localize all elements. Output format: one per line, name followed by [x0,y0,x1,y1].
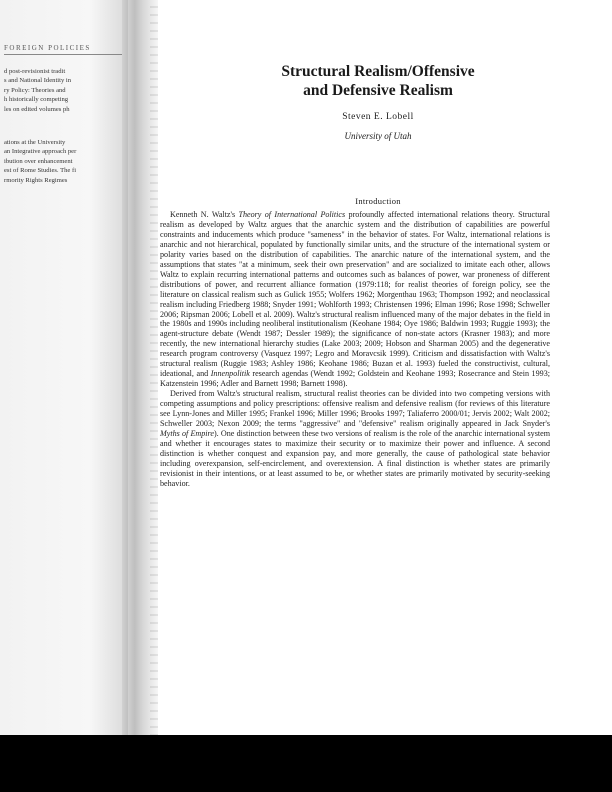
article-title [178,62,578,100]
author-name: Steven E. Lobell [342,112,414,122]
left-page-fragment [0,0,128,735]
left-line: d post-revisionist tradit [4,68,66,75]
title-line-1: Structural Realism/Offensive [281,63,475,80]
author-affiliation: University of Utah [344,131,412,141]
paragraph-2: Derived from Waltz's structural realism, structural realist theories can be divided into two competing versions with competing assumptions and policy prescriptions: offensive realism and defensive realism (for reviews of this literature see Lynn-Jones and Miller 1995; Frankel 1996; Miller 1996; Brooks 1997; Taliaferro 2000/01; Jervis 2002; Walt 2002; Schweller 2003; Nexon 2009; the terms "aggressive" and "defensive" realism originally appeared in Jack Snyder's Myths of Empire). One distinction between these two versions of realism is the role of the anarchic international system and whether it encourages states to maximize their security or to maximize their power and influence. A second distinction is whether conquest and expansion pay, and more generally, the cause of pathological state behavior including overexpansion, self-encirclement, and overextension. A final distinction is whether states are primarily revisionist in their intentions, or at least assumed to be, or whether states are primarily motivated by security-seeking behavior. [160,389,550,488]
left-line: les on edited volumes ph [4,105,70,113]
book-title-italic-2: Myths of Empire [160,428,214,438]
left-line: an Integrative approach per [4,148,77,156]
scan-bottom-black-band [0,735,612,792]
left-line: ations at the University [4,139,66,146]
left-line: rmority Rights Regimes [4,176,68,184]
term-italic: Innenpolitik [210,369,250,379]
section-heading: Introduction [355,196,401,206]
book-title-italic: Theory of International Politics [238,210,346,219]
left-line: ibution over enhancement [4,157,73,165]
left-line: est of Rome Studies. The fi [4,167,77,175]
left-page-rule [4,54,122,55]
paragraph-1: Kenneth N. Waltz's Theory of International Politics profoundly affected international relations theory. Structural realism as developed by Waltz argues that the anarchic system and the distribution of capabilities are powerful constraints and inducements which produce "sameness" in the behavior of states. For Waltz, international relations is anarchic and not hierarchical, populated by functionally similar units, and the structure of the international system or polarity varies based on the distribution of capabilities. The anarchic nature of the international system, and the assumptions that states "at a minimum, seek their own preservation" and are socialized to imitate each other, allows Waltz to explain recurring international patterns and outcomes such as balances of power, war proneness of different distributions of power, and recurrent alliance formation (1979:118; for realist theories of foreign policy, see the literature on classical realism such as Gulick 1955; Wolfers 1962; Morgenthau 1963; Thompson 1992; and neoclassical realism including Friedberg 1988; Snyder 1991; Wohlforth 1993; Christensen 1996; Elman 1996; Rose 1998; Schweller 2006; Ripsman 2006; Lobell et al. 2009). Waltz's structural realism influenced many of the major debates in the field in the 1980s and 1990s including neoliberal institutionalism (Keohane 1984; Oye 1986; Baldwin 1993; Ruggie 1993); the agent-structure debate (Wendt 1987; Dessler 1989); the significance of non-state actors (Krasner 1983); and more recently, the new international hierarchy studies (Lake 2003; 2009; Hobson and Sharman 2005) and the degenerative research program controversy (Vasquez 1997; Legro and Moravcsik 1999). Criticism and dissatisfaction with Waltz's structural realism (Ruggie 1983; Ashley 1986; Keohane 1986; Buzan et al. 1993) fueled the constructivist, cultural, ideational, and Innenpolitik research agendas (Wendt 1992; Goldstein and Keohane 1993; Rosecrance and Stein 1993; Katzenstein 1996; Adler and Barnett 1998; Barnett 1998). [160,210,550,389]
article-body [160,210,550,489]
left-line: s and National Identity in [4,77,72,85]
left-page-text-block-one [4,67,128,114]
left-page-running-header: FOREIGN POLICIES [4,44,91,52]
title-line-2: and Defensive Realism [303,82,453,99]
left-line: h historically competing [4,96,69,104]
scan-edge-artifact [150,0,158,735]
left-line: ry Policy: Theories and [4,86,66,94]
left-page-text-block-two [4,138,128,185]
